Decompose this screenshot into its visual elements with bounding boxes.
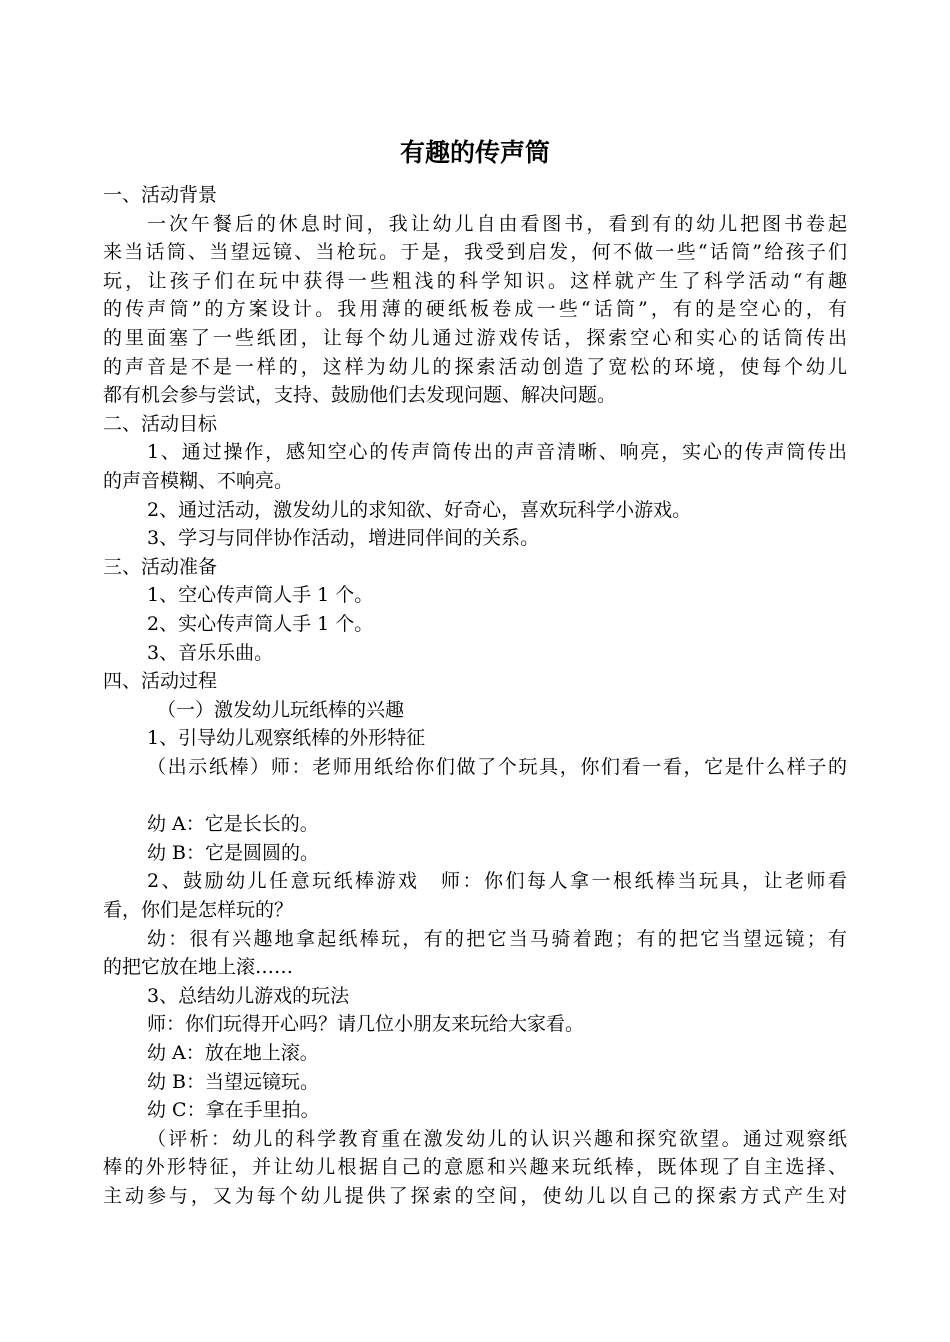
- body-line: 3、音乐乐曲。: [147, 641, 274, 664]
- body-line: 师：你们玩得开心吗？请几位小朋友来玩给大家看。: [147, 1013, 585, 1036]
- body-line: 一次午餐后的休息时间，我让幼儿自由看图书，看到有的幼儿把图书卷起: [147, 212, 847, 235]
- body-line: 四、活动过程: [103, 670, 218, 693]
- body-line: 1、通过操作，感知空心的传声筒传出的声音清晰、响亮，实心的传声筒传出: [147, 441, 847, 464]
- body-line: 幼 A：放在地上滚。: [147, 1042, 319, 1064]
- body-line: 主动参与，又为每个幼儿提供了探索的空间，使幼儿以自己的探索方式产生对: [103, 1185, 847, 1207]
- body-line: 的里面塞了一些纸团，让每个幼儿通过游戏传话，探索空心和实心的话筒传出: [103, 327, 847, 349]
- body-line: 棒的外形特征，并让幼儿根据自己的意愿和兴趣来玩纸棒，既体现了自主选择、: [103, 1156, 847, 1179]
- body-line: 幼 A：它是长长的。: [147, 813, 319, 836]
- body-line: 的把它放在地上滚……: [103, 956, 294, 979]
- body-line: 幼 C：拿在手里拍。: [147, 1099, 320, 1122]
- body-line: 的声音模糊、不响亮。: [103, 470, 294, 492]
- body-line: 2、通过活动，激发幼儿的求知欲、好奇心，喜欢玩科学小游戏。: [147, 498, 692, 521]
- body-line: 来当话筒、当望远镜、当枪玩。于是，我受到启发，何不做一些“话筒”给孩子们: [103, 241, 847, 264]
- document-title: 有趣的传声筒: [399, 138, 550, 167]
- body-line: 3、总结幼儿游戏的玩法: [147, 984, 350, 1007]
- body-line: 的传声筒”的方案设计。我用薄的硬纸板卷成一些“话筒”，有的是空心的，有: [103, 298, 847, 321]
- body-line: 1、空心传声筒人手 1 个。: [147, 584, 374, 607]
- body-line: 2、实心传声筒人手 1 个。: [147, 613, 374, 635]
- body-line: 1、引导幼儿观察纸棒的外形特征: [147, 727, 426, 750]
- body-line: 的声音是不是一样的，这样为幼儿的探索活动创造了宽松的环境，使每个幼儿: [103, 355, 847, 378]
- body-line: 二、活动目标: [103, 412, 218, 435]
- body-line: 看，你们是怎样玩的？: [103, 899, 294, 921]
- body-line: 一、活动背景: [103, 184, 218, 206]
- body-line: 2、鼓励幼儿任意玩纸棒游戏 师：你们每人拿一根纸棒当玩具，让老师看: [147, 870, 847, 893]
- body-line: 幼：很有兴趣地拿起纸棒玩，有的把它当马骑着跑；有的把它当望远镜；有: [147, 927, 847, 950]
- body-line: 三、活动准备: [103, 555, 218, 578]
- body-line: （评析：幼儿的科学教育重在激发幼儿的认识兴趣和探究欲望。通过观察纸: [147, 1127, 847, 1150]
- body-line: 3、学习与同伴协作活动，增进同伴间的关系。: [147, 527, 540, 550]
- body-line: 幼 B：它是圆圆的。: [147, 841, 320, 864]
- body-line: （一）激发幼儿玩纸棒的兴趣: [157, 698, 405, 721]
- body-line: 玩，让孩子们在玩中获得一些粗浅的科学知识。这样就产生了科学活动“有趣: [103, 269, 847, 292]
- body-line: 都有机会参与尝试，支持、鼓励他们去发现问题、解决问题。: [103, 384, 617, 407]
- body-line: 幼 B：当望远镜玩。: [147, 1070, 320, 1093]
- body-line: （出示纸棒）师：老师用纸给你们做了个玩具，你们看一看，它是什么样子的: [147, 756, 847, 778]
